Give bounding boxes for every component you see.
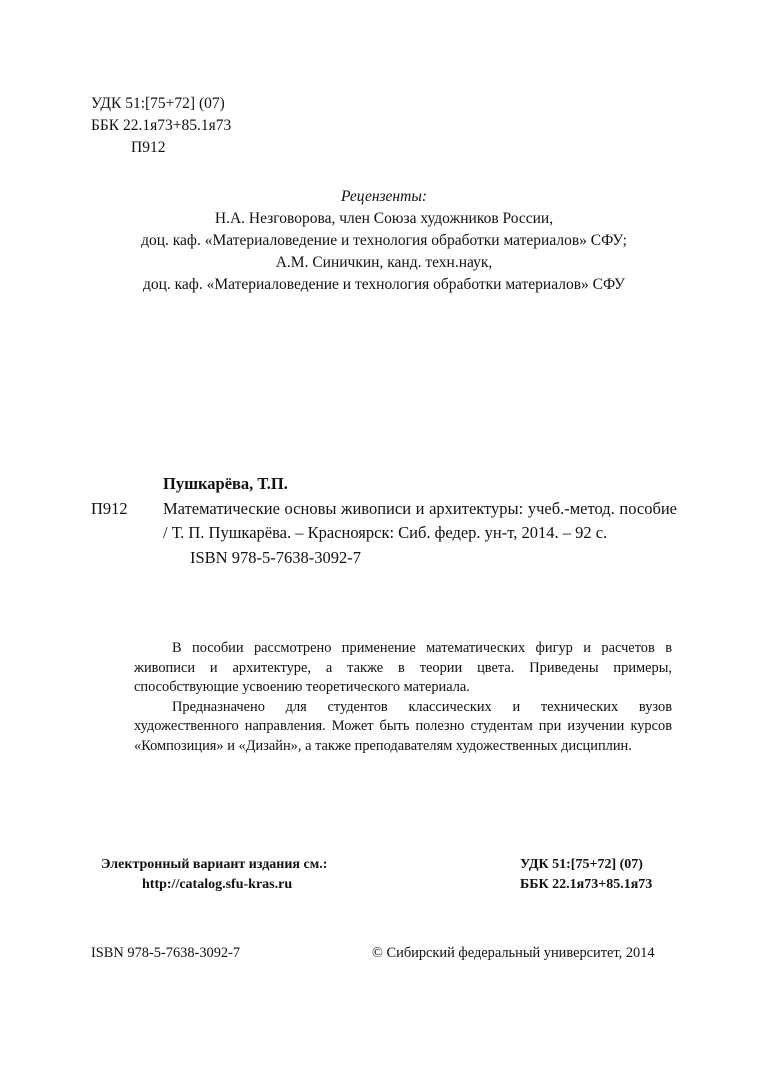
catalog-link[interactable]: http://catalog.sfu-kras.ru: [142, 877, 293, 892]
record-author-mark: П912: [91, 498, 128, 518]
abstract-paragraph: В пособии рассмотрено применение математических фигур и расчетов в живописи и архитектуре, а также в теории цвета. Приведены примеры, способствующие усвоению теоретического материала.: [134, 640, 672, 695]
record-isbn: ISBN 978-5-7638-3092-7: [190, 547, 361, 567]
reviewer-line: доц. каф. «Материаловедение и технология обработки материалов» СФУ;: [141, 232, 627, 249]
bibliographic-record: [91, 472, 677, 570]
udk-code: УДК 51:[75+72] (07): [91, 95, 225, 112]
electronic-version-label: Электронный вариант издания см.:: [101, 857, 328, 872]
udk-code-bottom: УДК 51:[75+72] (07): [520, 857, 643, 872]
reviewer-line: А.М. Синичкин, канд. техн.наук,: [275, 254, 493, 271]
reviewers-block: [96, 186, 672, 296]
electronic-version-block: [101, 855, 327, 895]
record-author: Пушкарёва, Т.П.: [163, 474, 288, 493]
record-description: Математические основы живописи и архитектуры: учеб.-метод. пособие / Т. П. Пушкарёва. – Красноярск: Сиб. федер. ун-т, 2014. – 92 с.: [163, 498, 677, 542]
udk-bottom-block: [520, 855, 652, 895]
author-mark: П912: [131, 139, 166, 156]
bbk-code: ББК 22.1я73+85.1я73: [91, 117, 232, 134]
footer-isbn: ISBN 978-5-7638-3092-7: [91, 945, 241, 961]
reviewer-line: доц. каф. «Материаловедение и технология обработки материалов» СФУ: [142, 276, 626, 293]
bbk-code-bottom: ББК 22.1я73+85.1я73: [520, 877, 653, 892]
abstract-block: [134, 639, 672, 756]
footer-copyright: © Сибирский федеральный университет, 2014: [372, 945, 655, 961]
udk-classification-block: [91, 93, 231, 159]
reviewers-heading: Рецензенты:: [341, 188, 427, 205]
reviewer-line: Н.А. Незговорова, член Союза художников России,: [214, 210, 554, 227]
abstract-paragraph: Предназначено для студентов классических и технических вузов художественного направления. Может быть полезно студентам при изучении курсов «Композиция» и «Дизайн», а также преподавателям художественных дисциплин.: [134, 698, 672, 754]
